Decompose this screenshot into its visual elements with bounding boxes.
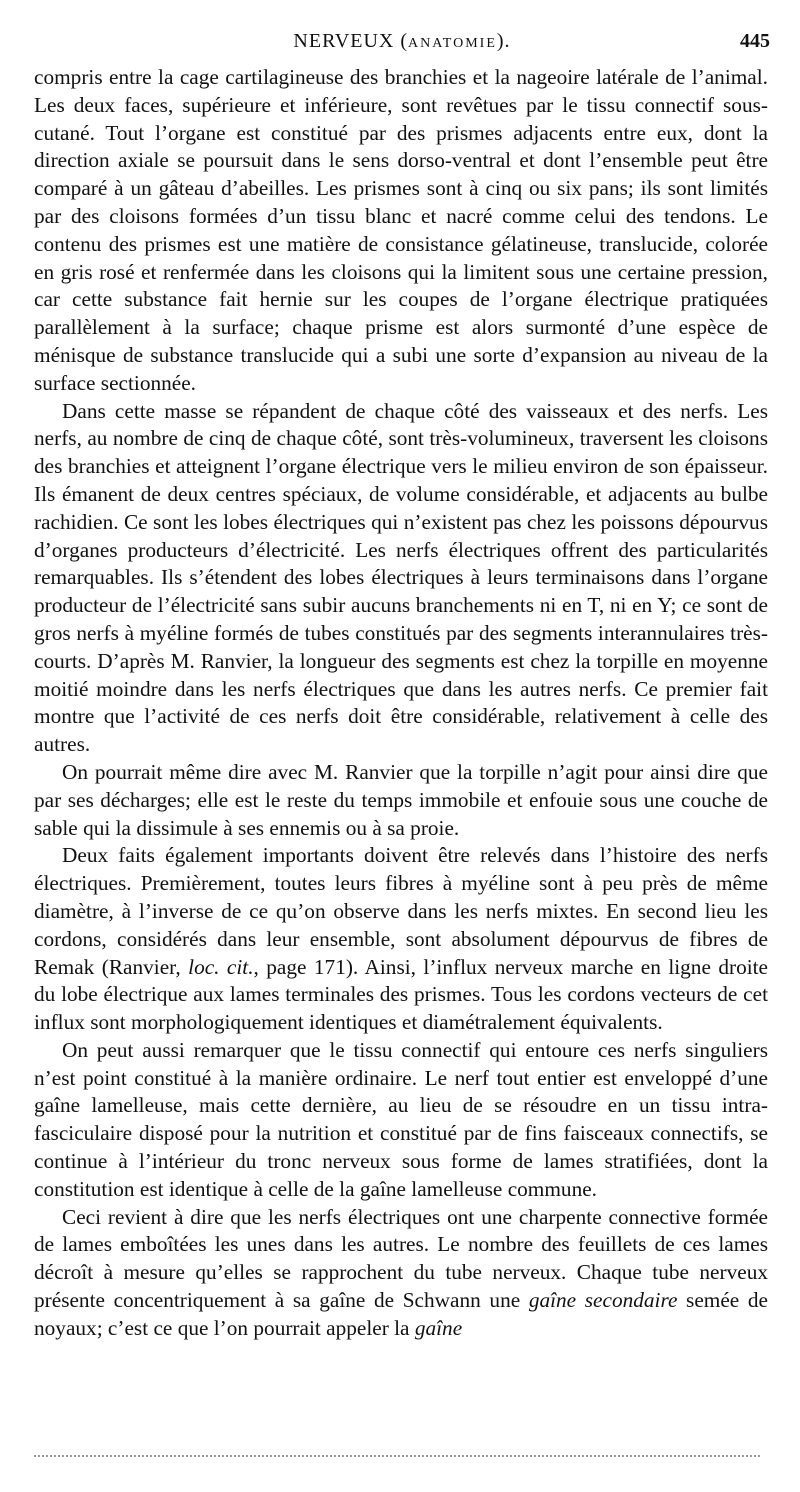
paragraph xyxy=(34,1037,768,1204)
page-number: 445 xyxy=(740,30,770,52)
paragraph-text: Deux faits également importants doivent être relevés dans l’histoire des nerfs électriques. Premièrement, toutes leurs fibres à myéline sont à peu près de même diamètre, à l’inverse de ce qu’on observe dans les nerfs mixtes. En second lieu les cordons, considérés dans leur ensemble, sont absolument dépourvus de fibres de Remak (Ranvier, xyxy=(34,843,768,979)
footer-rule xyxy=(34,1455,760,1457)
paragraph-text: Ceci revient à dire que les nerfs électriques ont une charpente connective formée de lames emboîtées les unes dans les autres. Le nombre des feuillets de ces lames décroît à mesure qu’elles se rapprochent du tube nerveux. Chaque tube nerveux présente concentriquement à sa gaîne de Schwann une xyxy=(34,1204,768,1313)
italic-text: gaîne secondaire xyxy=(528,1288,678,1313)
paragraph-text: compris entre la cage cartilagineuse des branchies et la nageoire latérale de l’animal. Les deux faces, supérieure et inférieure, sont revêtues par le tissu connectif sous-cutané. Tout l’organe est constitué par des prismes adjacents entre eux, dont la direction axiale se poursuit dans le sens dorso-ventral et dont l’ensemble peut être comparé à un gâteau d’abeilles. Les prismes sont à cinq ou six pans; ils sont limités par des cloisons formées d’un tissu blanc et nacré comme celui des tendons. Le contenu des prismes est une matière de consistance gélatineuse, translucide, colorée en gris rosé et renfermée dans les cloisons qui la limitent sous une certaine pression, car cette substance fait hernie sur les coupes de l’organe électrique pratiquées parallèlement à la surface; chaque prisme est alors surmonté d’une espèce de ménisque de substance translucide qui a subi une sorte d’expansion au niveau de la surface sectionnée. xyxy=(34,65,768,395)
paragraph-text: semée de noyaux; c’est ce que l’on pourrait appeler la xyxy=(34,1288,768,1340)
paragraph-text: Dans cette masse se répandent de chaque côté des vaisseaux et des nerfs. Les nerfs, au nombre de cinq de chaque côté, sont très-volumineux, traversent les cloisons des branchies et atteignent l’organe électrique vers le milieu environ de son épaisseur. Ils émanent de deux centres spéciaux, de volume considérable, et adjacents au bulbe rachidien. Ce sont les lobes électriques qui n’existent pas chez les poissons dépourvus d’organes producteurs d’électricité. Les nerfs électriques offrent des particularités remarquables. Ils s’étendent des lobes électriques à leurs terminaisons dans l’organe producteur de l’électricité sans subir aucuns branchements ni en T, ni en Y; ce sont de gros nerfs à myéline formés de tubes constitués par des segments interannulaires très-courts. D’après M. Ranvier, la longueur des segments est chez la torpille en moyenne moitié moindre dans les nerfs électriques que dans les autres nerfs. Ce premier fait montre que l’activité de ces nerfs doit être considérable, relativement à celle des autres. xyxy=(34,398,768,757)
italic-text: loc. cit. xyxy=(188,954,254,979)
running-title xyxy=(34,30,770,53)
paragraph xyxy=(34,842,768,1037)
running-title-smallcaps: ANATOMIE xyxy=(408,36,497,51)
italic-text: gaîne xyxy=(414,1315,463,1340)
paragraph xyxy=(34,64,768,398)
body-text xyxy=(34,64,768,1343)
running-header xyxy=(34,30,770,58)
paragraph xyxy=(34,1204,768,1343)
paragraph xyxy=(34,759,768,842)
paragraph xyxy=(34,398,768,759)
paragraph-text: , page 171). Ainsi, l’influx nerveux marche en ligne droite du lobe électrique aux lames terminales des prismes. Tous les cordons vecteurs de cet influx sont morphologiquement identiques et diamétralement équivalents. xyxy=(34,954,768,1035)
paragraph-text: On peut aussi remarquer que le tissu connectif qui entoure ces nerfs singuliers n’est point constitué à la manière ordinaire. Le nerf tout entier est enveloppé d’une gaîne lamelleuse, mais cette dernière, au lieu de se résoudre en un tissu intra-fasciculaire disposé pour la nutrition et constitué par de fins faisceaux connectifs, se continue à l’intérieur du tronc nerveux sous forme de lames stratifiées, dont la constitution est identique à celle de la gaîne lamelleuse commune. xyxy=(34,1037,768,1201)
paragraph-text: On pourrait même dire avec M. Ranvier que la torpille n’agit pour ainsi dire que par ses décharges; elle est le reste du temps immobile et enfouie sous une couche de sable qui la dissimule à ses ennemis ou à sa proie. xyxy=(34,759,768,840)
running-title-close: ). xyxy=(496,30,511,52)
running-title-main: NERVEUX ( xyxy=(293,30,409,52)
